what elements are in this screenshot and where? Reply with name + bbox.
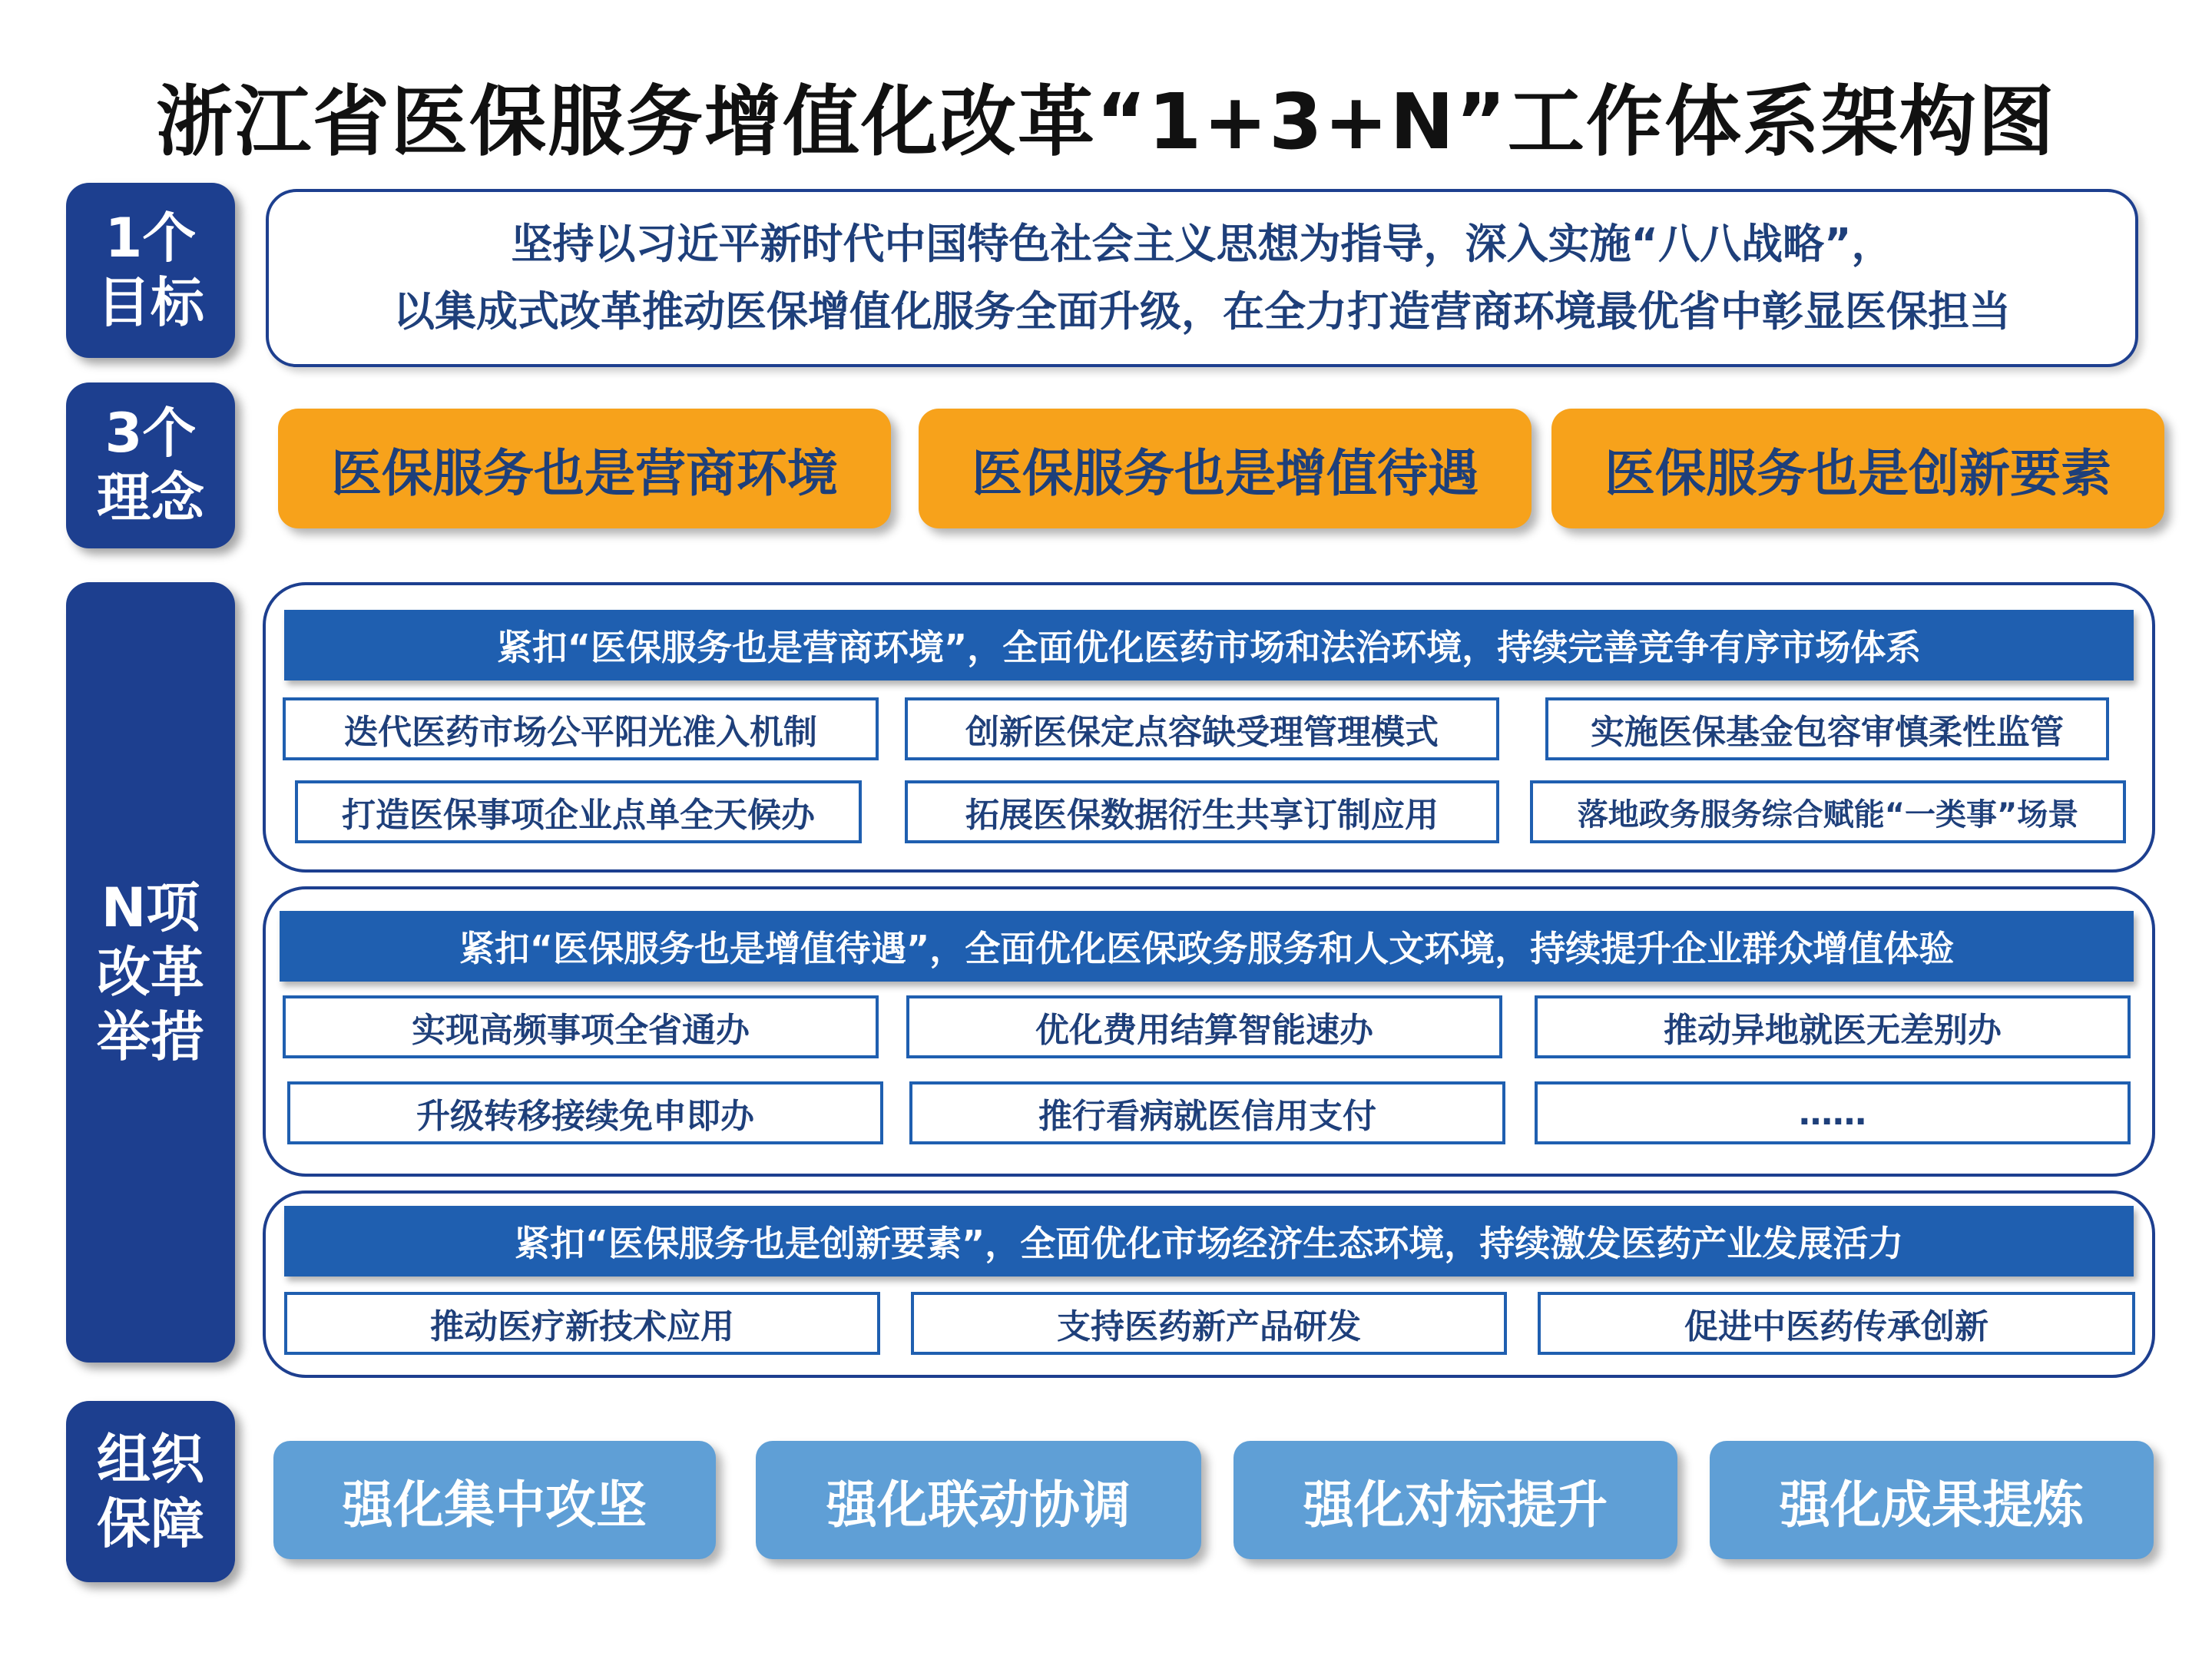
reform-item: 支持医药新产品研发 [911,1292,1507,1355]
support-coordination: 强化联动协调 [756,1441,1201,1559]
label-support [66,1401,235,1582]
reform-item: 促进中医药传承创新 [1538,1292,2135,1355]
concept-value-added-treatment: 医保服务也是增值待遇 [919,409,1532,528]
label-concept-line1: 3个 [104,402,197,465]
label-support-line1: 组织 [97,1428,204,1491]
reform-group-treatment-header: 紧扣“医保服务也是增值待遇”，全面优化医保政务服务和人文环境，持续提升企业群众增值体验 [280,911,2134,982]
label-reform-line2: 改革 [97,941,204,1004]
label-support-line2: 保障 [97,1492,204,1555]
reform-item: 迭代医药市场公平阳光准入机制 [283,697,879,760]
goal-box [266,189,2138,367]
reform-item: 打造医保事项企业点单全天候办 [295,780,862,843]
goal-line-1: 坚持以习近平新时代中国特色社会主义思想为指导，深入实施“八八战略”， [511,220,1893,268]
label-concept [66,382,235,548]
reform-item: 落地政务服务综合赋能“一类事”场景 [1530,780,2126,843]
reform-item: 升级转移接续免申即办 [287,1081,883,1144]
reform-item: 推动异地就医无差别办 [1535,995,2131,1058]
label-goal-line2: 目标 [97,271,204,334]
reform-item: 实现高频事项全省通办 [283,995,879,1058]
support-concentrated-effort: 强化集中攻坚 [273,1441,716,1559]
reform-item: 拓展医保数据衍生共享订制应用 [905,780,1499,843]
concept-innovation-element: 医保服务也是创新要素 [1551,409,2164,528]
reform-item: 推动医疗新技术应用 [284,1292,880,1355]
label-reform-line1: N项 [101,876,200,939]
reform-item: 创新医保定点容缺受理管理模式 [905,697,1499,760]
label-reform [66,582,235,1363]
label-goal-line1: 1个 [104,207,197,270]
support-results-refining: 强化成果提炼 [1710,1441,2154,1559]
support-benchmarking: 强化对标提升 [1233,1441,1677,1559]
label-reform-line3: 举措 [97,1005,204,1068]
reform-item: 实施医保基金包容审慎柔性监管 [1545,697,2109,760]
reform-item: 优化费用结算智能速办 [906,995,1502,1058]
label-concept-line2: 理念 [97,466,204,529]
goal-line-2: 以集成式改革推动医保增值化服务全面升级，在全力打造营商环境最优省中彰显医保担当 [393,287,2011,336]
reform-item: …… [1535,1081,2131,1144]
reform-group-business-header: 紧扣“医保服务也是营商环境”，全面优化医药市场和法治环境，持续完善竞争有序市场体系 [284,610,2134,680]
label-goal [66,183,235,358]
concept-business-environment: 医保服务也是营商环境 [278,409,891,528]
page-title: 浙江省医保服务增值化改革“1+3+N”工作体系架构图 [156,77,2056,167]
reform-group-innovation-header: 紧扣“医保服务也是创新要素”，全面优化市场经济生态环境，持续激发医药产业发展活力 [284,1206,2134,1277]
reform-item: 推行看病就医信用支付 [909,1081,1505,1144]
